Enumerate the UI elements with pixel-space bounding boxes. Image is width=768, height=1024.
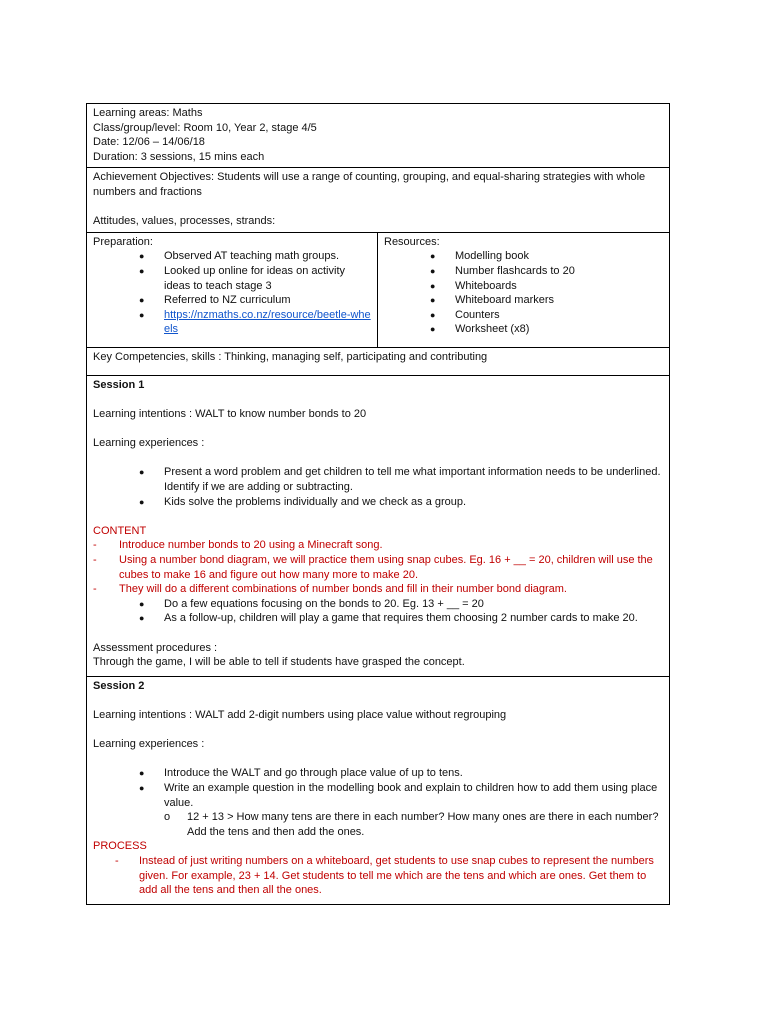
bullet-icon: ● xyxy=(139,251,145,262)
list-item: o 12 + 13 > How many tens are there in each number? How many ones are there in each number? Add the tens and then add the ones. xyxy=(164,811,659,838)
process-list xyxy=(93,854,663,898)
session2-cell xyxy=(87,676,670,904)
session2-row xyxy=(87,676,670,904)
objectives-row xyxy=(87,168,670,232)
bullet-icon: ● xyxy=(430,265,436,276)
key-competencies-row xyxy=(87,347,670,375)
session1-row xyxy=(87,375,670,676)
session1-experiences-label: Learning experiences : xyxy=(93,437,205,450)
circle-bullet-icon: o xyxy=(164,811,171,824)
list-item: - They will do a different combinations of number bonds and fill in their number bond diagram. xyxy=(93,583,567,596)
key-competencies: Key Competencies, skills : Thinking, managing self, participating and contributing xyxy=(93,350,488,363)
process-label: PROCESS xyxy=(93,840,147,853)
assessment-text: Through the game, I will be able to tell if students have grasped the concept. xyxy=(93,656,465,669)
beetle-wheels-link[interactable]: https://nzmaths.co.nz/resource/beetle-wheels xyxy=(164,308,371,336)
session1-intentions: Learning intentions : WALT to know number bonds to 20 xyxy=(93,408,367,421)
resources-cell xyxy=(378,232,670,347)
bullet-icon: ● xyxy=(430,280,436,291)
resources-list xyxy=(384,249,663,337)
bullet-icon: ● xyxy=(139,768,145,779)
list-item: ● As a follow-up, children will play a game that requires them choosing 2 number cards to make 20. xyxy=(139,612,638,625)
session2-title: Session 2 xyxy=(93,679,145,692)
session1-experiences-list xyxy=(93,465,663,509)
bullet-icon: ● xyxy=(139,309,145,320)
list-item: ● Counters xyxy=(430,308,500,321)
list-item: - Using a number bond diagram, we will practice them using snap cubes. Eg. 16 + __ = 20, children will use the cubes to make 16 and figure out how many more to make 20. xyxy=(93,554,653,581)
lesson-plan-table xyxy=(86,103,670,905)
session2-sub-list xyxy=(93,810,663,839)
preparation-list xyxy=(93,249,371,337)
bullet-icon: ● xyxy=(139,265,145,276)
session1-cell xyxy=(87,375,670,676)
bullet-icon: ● xyxy=(430,251,436,262)
list-item: ● Whiteboards xyxy=(430,279,517,292)
bullet-icon: ● xyxy=(430,324,436,335)
list-item: ● Looked up online for ideas on activity ideas to teach stage 3 xyxy=(139,264,346,292)
bullet-icon: ● xyxy=(139,467,145,478)
list-item: ● Observed AT teaching math groups. xyxy=(139,250,340,263)
session2-intentions: Learning intentions : WALT add 2-digit numbers using place value without regrouping xyxy=(93,708,507,721)
lesson-plan xyxy=(86,103,669,905)
header-cell xyxy=(87,104,670,168)
header-row xyxy=(87,104,670,168)
duration: Duration: 3 sessions, 15 mins each xyxy=(93,150,265,163)
attitudes-values: Attitudes, values, processes, strands: xyxy=(93,215,276,228)
objectives-cell xyxy=(87,168,670,232)
list-item: ● Number flashcards to 20 xyxy=(430,264,575,277)
list-item: - Introduce number bonds to 20 using a Minecraft song. xyxy=(93,539,383,552)
prep-resources-row xyxy=(87,232,670,347)
list-item: ● Do a few equations focusing on the bonds to 20. Eg. 13 + __ = 20 xyxy=(139,597,484,610)
bullet-icon: ● xyxy=(139,295,145,306)
bullet-icon: ● xyxy=(139,782,145,793)
session1-title: Session 1 xyxy=(93,378,145,391)
list-item: ● Worksheet (x8) xyxy=(430,323,530,336)
list-item: ● Referred to NZ curriculum xyxy=(139,294,291,307)
content-label: CONTENT xyxy=(93,524,147,537)
learning-areas: Learning areas: Maths xyxy=(93,107,203,119)
list-item: ● Introduce the WALT and go through place value of up to tens. xyxy=(139,767,463,780)
session2-experiences-list xyxy=(93,766,663,810)
bullet-icon: ● xyxy=(139,496,145,507)
list-item: ● Write an example question in the modelling book and explain to children how to add them using place value. xyxy=(139,781,658,809)
list-item xyxy=(93,308,371,337)
resources-title: Resources: xyxy=(384,235,440,248)
list-item: ● Present a word problem and get children to tell me what important information needs to be underlined. Identify if we are adding or subtracting. xyxy=(139,466,661,494)
class-level: Class/group/level: Room 10, Year 2, stage 4/5 xyxy=(93,121,317,134)
bullet-icon: ● xyxy=(139,598,145,609)
achievement-objectives: Achievement Objectives: Students will use a range of counting, grouping, and equal-sharing strategies with whole numbers and fractions xyxy=(93,171,646,198)
followup-list xyxy=(93,597,663,626)
session2-experiences-label: Learning experiences : xyxy=(93,738,205,751)
key-competencies-cell xyxy=(87,347,670,375)
bullet-icon: ● xyxy=(139,613,145,624)
list-item: ● Kids solve the problems individually and we check as a group. xyxy=(139,495,467,508)
content-list xyxy=(93,538,663,596)
list-item: ● Modelling book xyxy=(430,250,529,263)
bullet-icon: ● xyxy=(430,309,436,320)
list-item: ● Whiteboard markers xyxy=(430,294,555,307)
list-item: - Instead of just writing numbers on a whiteboard, get students to use snap cubes to represent the numbers given. For example, 23 + 14. Get students to tell me which are the tens and which are ones. Get them to add all the tens and then all the ones. xyxy=(115,854,654,897)
assessment-label: Assessment procedures : xyxy=(93,641,218,654)
bullet-icon: ● xyxy=(430,295,436,306)
preparation-title: Preparation: xyxy=(93,235,153,248)
date: Date: 12/06 – 14/06/18 xyxy=(93,136,205,149)
preparation-cell xyxy=(87,232,378,347)
